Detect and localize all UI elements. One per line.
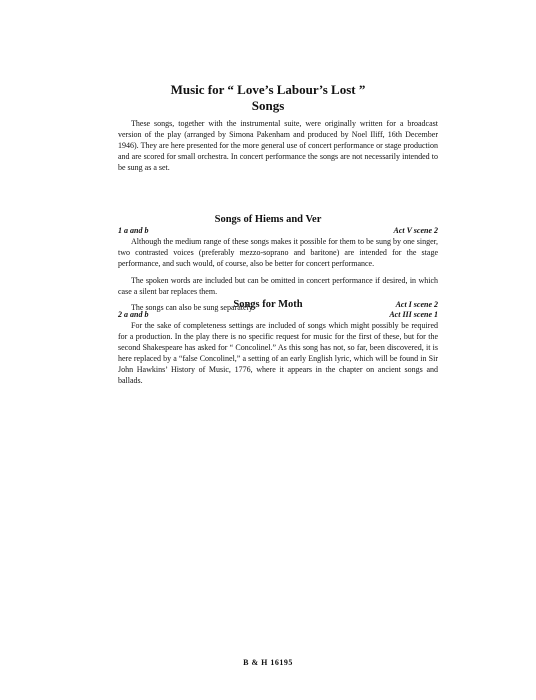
song-number-2: 2 a and b xyxy=(118,310,149,319)
act-scene-ref-2b: Act III scene 1 xyxy=(389,310,438,319)
hiems-ver-paragraph-2: The spoken words are included but can be omitted in concert performance if desired, in which case a silent bar replaces them. xyxy=(118,276,438,296)
section-heading-moth: Songs for Moth xyxy=(233,299,303,310)
act-scene-ref-1: Act V scene 2 xyxy=(393,226,438,235)
hiems-ver-paragraph-1: Although the medium range of these songs makes it possible for them to be sung by one singer, two contrasted voices (preferably mezzo-soprano and baritone) are intended for the stage performance, and such would, of course, also be better for concert performance. xyxy=(118,237,438,268)
hiems-ver-paragraph-3: The songs can also be sung separately. xyxy=(131,303,255,312)
catalogue-number: B & H 16195 xyxy=(243,658,293,667)
page-title: Music for “ Love’s Labour’s Lost ” xyxy=(170,82,366,97)
song-number-1: 1 a and b xyxy=(118,226,149,235)
intro-paragraph: These songs, together with the instrumental suite, were originally written for a broadcast version of the play (arranged by Simona Pakenham and produced by Noel Iliff, 16th December 1946). They are here presented for the more general use of concert performance or stage production and are scored for small orchestra. In concert performance the songs are not necessarily intended to be sung as a set. xyxy=(118,119,438,172)
moth-paragraph: For the sake of completeness settings are included of songs which might possibly be required for a production. In the play there is no specific request for music for the first of these, but for the second Shakespeare has asked for “ Concolinel.” As this song has not, so far, been discovered, it is here replaced by a “false Concolinel,” a setting of an early English lyric, which will be found in Sir John Hawkins’ History of Music, 1776, where it appears in the chapter on ancient songs and ballads. xyxy=(118,321,438,385)
section-heading-hiems-ver: Songs of Hiems and Ver xyxy=(214,214,322,225)
page-subtitle: Songs xyxy=(251,98,285,113)
act-scene-ref-2a: Act I scene 2 xyxy=(395,300,438,309)
